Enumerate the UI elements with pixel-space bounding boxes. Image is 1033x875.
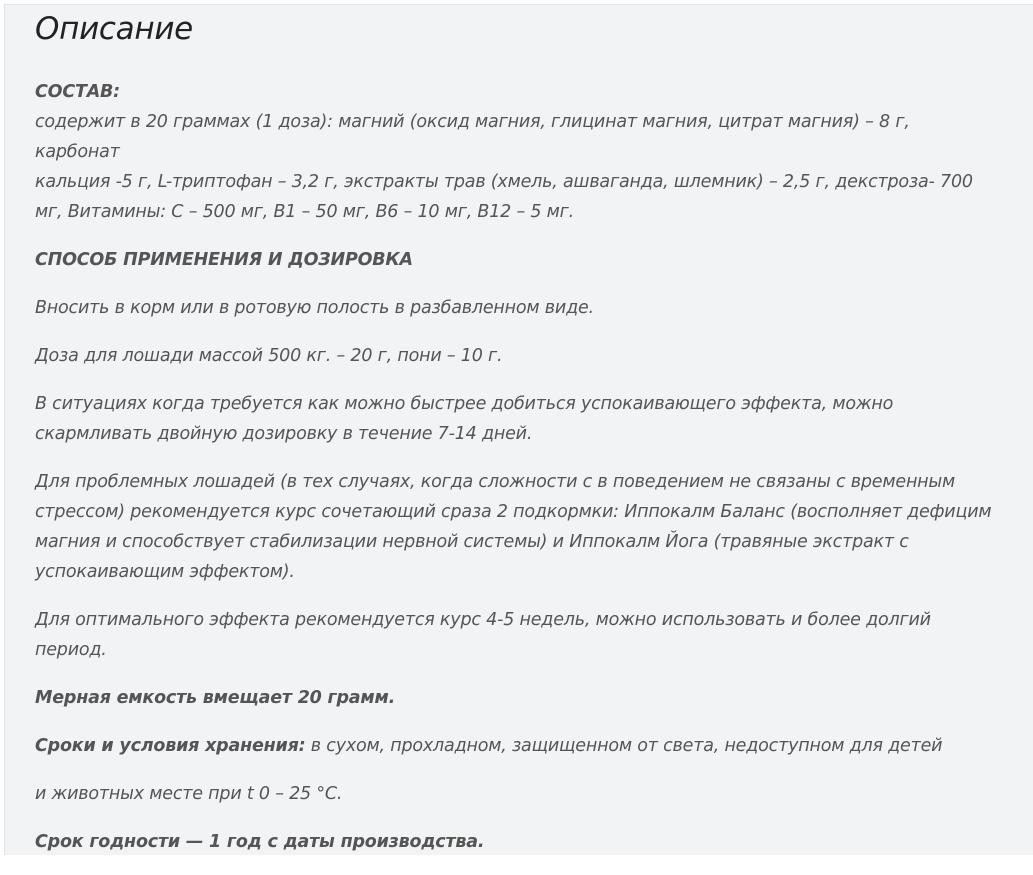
section-title: Описание bbox=[35, 11, 193, 47]
composition-line-2: кальция -5 г, L-триптофан – 3,2 г, экстракты трав (хмель, ашваганда, шлемник) – 2,5 г, декстроза- 700 bbox=[35, 172, 973, 192]
measure-text: Мерная емкость вмещает 20 грамм. bbox=[35, 688, 396, 708]
usage-paragraph-4 bbox=[35, 467, 995, 587]
storage-paragraph bbox=[35, 731, 995, 761]
usage-heading-paragraph bbox=[35, 245, 995, 275]
usage-heading: СПОСОБ ПРИМЕНЕНИЯ И ДОЗИРОВКА bbox=[35, 250, 413, 270]
usage-p3-line-1: В ситуациях когда требуется как можно быстрее добиться успокаивающего эффекта, можно bbox=[35, 394, 894, 414]
storage-text: в сухом, прохладном, защищенном от света, недоступном для детей bbox=[305, 736, 943, 756]
measure-paragraph bbox=[35, 683, 995, 713]
usage-p3-line-2: скармливать двойную дозировку в течение 7-14 дней. bbox=[35, 424, 533, 444]
usage-p4-line-4: успокаивающим эффектом). bbox=[35, 562, 295, 582]
usage-paragraph-5 bbox=[35, 605, 995, 665]
usage-p5-line-1: Для оптимального эффекта рекомендуется курс 4-5 недель, можно использовать и более долгий bbox=[35, 610, 931, 630]
storage-paragraph-2: и животных месте при t 0 – 25 °С. bbox=[35, 784, 343, 804]
composition-line-1: содержит в 20 граммах (1 доза): магний (оксид магния, глицинат магния, цитрат магния) – 8 г, карбонат bbox=[35, 112, 910, 162]
usage-paragraph-2: Доза для лошади массой 500 кг. – 20 г, пони – 10 г. bbox=[35, 346, 503, 366]
usage-p4-line-2: стрессом) рекомендуется курс сочетающий сраза 2 подкормки: Иппокалм Баланс (восполняет дефицим bbox=[35, 502, 992, 522]
usage-p4-line-1: Для проблемных лошадей (в тех случаях, когда сложности с в поведением не связаны с временным bbox=[35, 472, 956, 492]
usage-p4-line-3: магния и способствует стабилизации нервной системы) и Иппокалм Йога (травяные экстракт с bbox=[35, 532, 909, 552]
storage-label: Сроки и условия хранения: bbox=[35, 736, 306, 756]
description-content bbox=[35, 77, 995, 875]
composition-line-3: мг, Витамины: С – 500 мг, В1 – 50 мг, В6 – 10 мг, В12 – 5 мг. bbox=[35, 202, 575, 222]
usage-paragraph-1: Вносить в корм или в ротовую полость в разбавленном виде. bbox=[35, 298, 594, 318]
composition-heading: СОСТАВ: bbox=[35, 82, 120, 102]
usage-paragraph-3 bbox=[35, 389, 995, 449]
composition-paragraph bbox=[35, 77, 995, 227]
shelf-life-text: Срок годности — 1 год с даты производства. bbox=[35, 832, 485, 852]
usage-p5-line-2: период. bbox=[35, 640, 107, 660]
shelf-life-paragraph bbox=[35, 827, 995, 857]
description-panel bbox=[4, 4, 1033, 855]
